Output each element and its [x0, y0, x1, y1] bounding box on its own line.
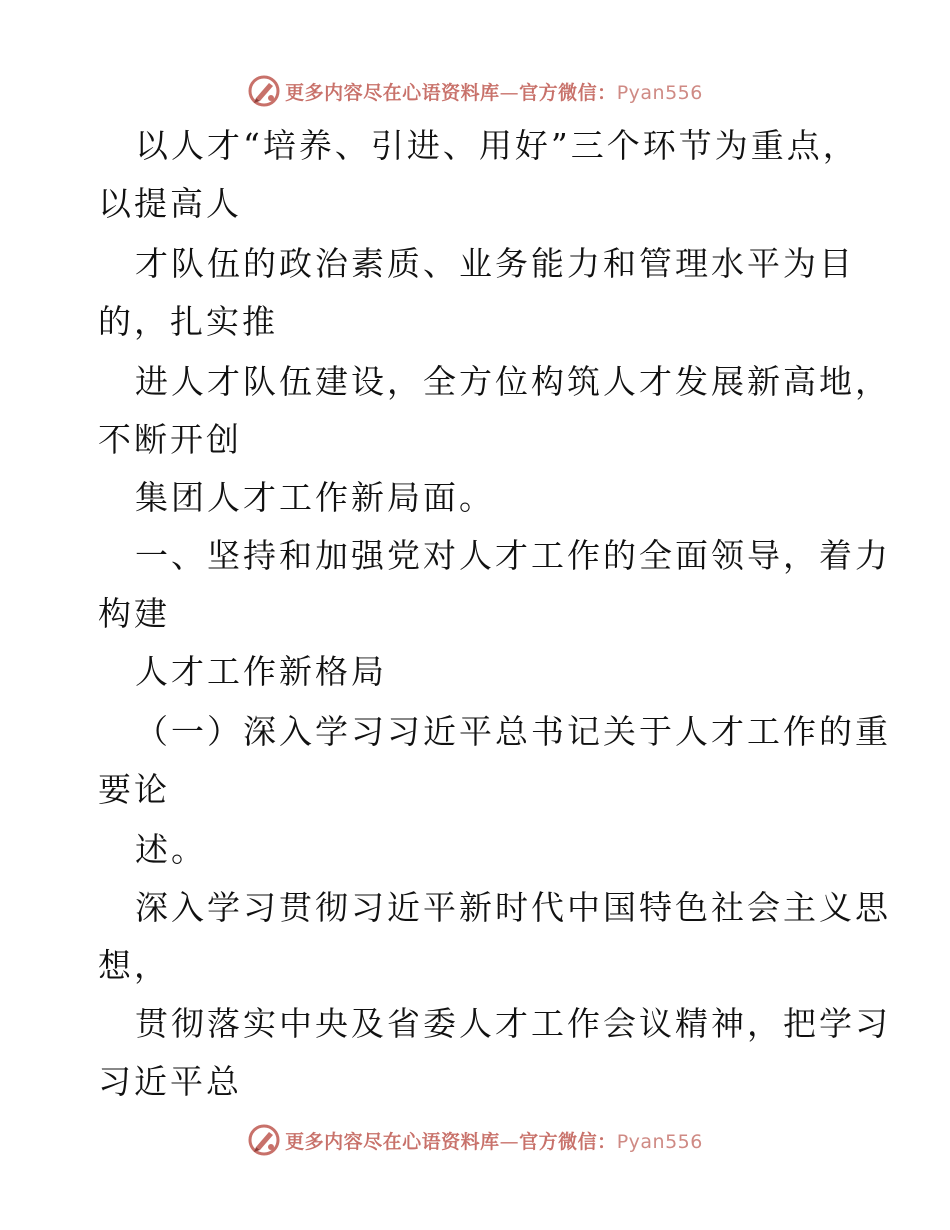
body-line: （一）深入学习习近平总书记关于人才工作的重: [135, 712, 891, 751]
header-banner: [0, 71, 950, 111]
body-line: 以人才“培养、引进、用好”三个环节为重点，: [135, 126, 859, 165]
body-line: 人才工作新格局: [135, 652, 387, 691]
body-line: 以提高人: [98, 184, 242, 223]
footer-banner: [0, 1120, 950, 1160]
footer-banner-text: [285, 1127, 703, 1154]
body-line: 集团人才工作新局面。: [135, 478, 495, 517]
body-line: 深入学习贯彻习近平新时代中国特色社会主义思: [135, 888, 891, 927]
body-line: 的，扎实推: [98, 302, 278, 341]
header-banner-text: [285, 78, 703, 105]
pen-seal-icon: [247, 74, 281, 108]
footer-banner-official: 官方微信：: [519, 1130, 617, 1153]
document-body: [0, 126, 950, 1106]
footer-banner-id: Pyan556: [616, 1130, 703, 1153]
body-line: 贯彻落实中央及省委人才工作会议精神，把学习: [135, 1004, 891, 1043]
body-line: 习近平总: [98, 1062, 242, 1101]
header-banner-dash: —: [499, 81, 520, 104]
body-line: 才队伍的政治素质、业务能力和管理水平为目: [135, 244, 855, 283]
body-line: 要论: [98, 770, 170, 809]
footer-banner-dash: —: [499, 1130, 520, 1153]
header-banner-main: 更多内容尽在心语资料库: [285, 81, 500, 104]
body-line: 一、坚持和加强党对人才工作的全面领导，着力: [135, 536, 891, 575]
body-line: 不断开创: [98, 420, 242, 459]
header-banner-official: 官方微信：: [519, 81, 617, 104]
pen-seal-icon: [247, 1123, 281, 1157]
header-banner-id: Pyan556: [616, 81, 703, 104]
body-line: 想，: [98, 946, 170, 985]
body-line: 进人才队伍建设，全方位构筑人才发展新高地，: [135, 362, 891, 401]
body-line: 述。: [135, 830, 207, 869]
footer-banner-main: 更多内容尽在心语资料库: [285, 1130, 500, 1153]
body-line: 构建: [98, 594, 170, 633]
